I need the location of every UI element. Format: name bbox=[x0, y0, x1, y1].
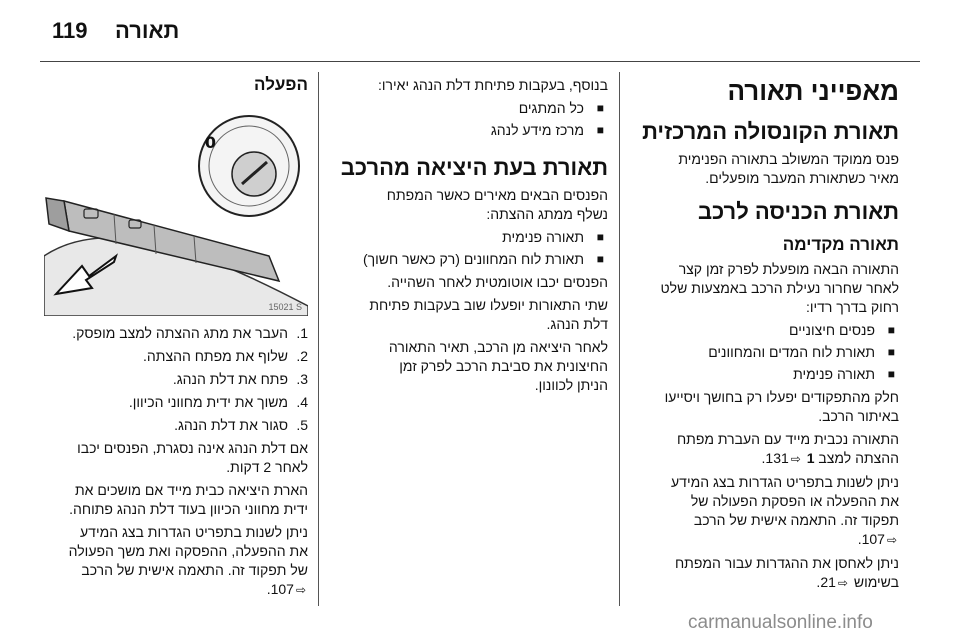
paragraph: ניתן לשנות בתפריט הגדרות בצג המידע את ההפעלה או הפסקת הפעולה של תפקוד זה. התאמה אישית של הרכב ⇨107. bbox=[671, 474, 899, 547]
list-item: 4. משוך את ידית מחווני הכיוון. bbox=[128, 394, 308, 410]
page-reference-icon: ⇨ bbox=[295, 583, 306, 597]
paragraph: ניתן לשנות בתפריט הגדרות בצג המידע את ההפעלה, ההפסקה ואת משך הפעולה של תפקוד זה. התאמה אישית של הרכב ⇨107. bbox=[68, 524, 308, 597]
bullet-icon: ■ bbox=[887, 323, 895, 337]
section-title-operation: הפעלה bbox=[254, 75, 308, 94]
figure-number: 15021 S bbox=[268, 302, 302, 312]
column-right bbox=[629, 72, 899, 593]
paragraph: חלק מהתפקודים יפעלו רק בחושך ויסייעו באיתור הרכב. bbox=[664, 389, 899, 424]
bullet-icon: ■ bbox=[596, 252, 604, 266]
stalk-switch-illustration bbox=[44, 106, 308, 316]
bullet-list bbox=[332, 228, 608, 269]
paragraph: ניתן לאחסן את ההגדרות עבור המפתח בשימוש ⇨21. bbox=[674, 555, 899, 590]
header-rule bbox=[40, 61, 920, 62]
bullet-icon: ■ bbox=[596, 123, 604, 137]
list-item: ■ פנסים חיצוניים bbox=[789, 322, 895, 338]
list-item: ■ תאורה פנימית bbox=[502, 229, 604, 245]
page-number: 119 bbox=[52, 18, 88, 43]
section-title-features: מאפייני תאורה bbox=[727, 76, 899, 106]
list-item: ■ מרכז מידע לנהג bbox=[490, 122, 604, 138]
section-title-exit-lighting: תאורת בעת היציאה מהרכב bbox=[340, 155, 608, 180]
steps-list bbox=[40, 324, 308, 435]
page-header bbox=[0, 0, 960, 62]
section-title-entry-lighting: תאורת הכניסה לרכב bbox=[697, 199, 899, 224]
list-item: ■ כל המתגים bbox=[518, 100, 604, 116]
page-reference-icon: ⇨ bbox=[790, 452, 801, 466]
page-reference[interactable]: 107 bbox=[861, 531, 885, 547]
paragraph: לאחר היציאה מן הרכב, תאיר התאורה החיצונית את סביבת הרכב לפרק זמן הניתן לכוונון. bbox=[388, 339, 608, 393]
list-item: 2. שלוף את מפתח ההצתה. bbox=[143, 348, 308, 364]
paragraph: בנוסף, בעקבות פתיחת דלת הנהג יאירו: bbox=[378, 77, 608, 93]
column-left bbox=[40, 72, 308, 600]
page-reference[interactable]: 107 bbox=[270, 581, 294, 597]
bullet-icon: ■ bbox=[596, 101, 604, 115]
bullet-icon: ■ bbox=[887, 345, 895, 359]
section-title-console-light: תאורת הקונסולה המרכזית bbox=[642, 119, 899, 144]
paragraph: פנס ממוקד המשולב בתאורה הפנימית מאיר כשתאורת המעבר מופעלים. bbox=[678, 151, 899, 186]
page-reference[interactable]: 131 bbox=[765, 450, 789, 466]
page-reference[interactable]: 21 bbox=[820, 574, 836, 590]
list-item: ■ תאורת לוח המדים והמחוונים bbox=[708, 344, 895, 360]
paragraph: שתי התאורות יופעלו שוב בעקבות פתיחת דלת הנהג. bbox=[369, 297, 608, 332]
list-item: 1. העבר את מתג ההצתה למצב מופסק. bbox=[72, 325, 308, 341]
paragraph: התאורה נכבית מייד עם העברת מפתח ההצתה למצב 1 ⇨131. bbox=[676, 431, 899, 466]
paragraph: הפנסים יכבו אוטומטית לאחר השהייה. bbox=[387, 274, 608, 290]
bullet-list bbox=[332, 99, 608, 140]
stalk-switch-drawing bbox=[44, 106, 308, 316]
column-divider-right bbox=[619, 72, 620, 606]
bullet-icon: ■ bbox=[887, 367, 895, 381]
bullet-list bbox=[629, 321, 899, 384]
section-title-welcome-lighting: תאורה מקדימה bbox=[782, 235, 899, 254]
list-item: 3. פתח את דלת הנהג. bbox=[172, 371, 308, 387]
list-item: 5. סגור את דלת הנהג. bbox=[174, 417, 308, 433]
column-divider-left bbox=[318, 72, 319, 606]
paragraph: הפנסים הבאים מאירים כאשר המפתח נשלף ממתג ההצתה: bbox=[386, 187, 608, 222]
watermark: carmanualsonline.info bbox=[688, 612, 873, 633]
page-reference-icon: ⇨ bbox=[886, 533, 897, 547]
page-reference-icon: ⇨ bbox=[837, 576, 848, 590]
header-title: תאורה bbox=[115, 18, 180, 43]
list-item: ■ תאורת לוח המחוונים (רק כאשר חשוך) bbox=[363, 251, 604, 267]
paragraph: התאורה הבאה מופעלת לפרק זמן קצר לאחר שחרור נעילת הרכב באמצעות שלט רחוק בדרך רדיו: bbox=[660, 261, 899, 315]
list-item: ■ תאורה פנימית bbox=[793, 366, 895, 382]
column-middle bbox=[332, 72, 608, 395]
paragraph: הארת היציאה כבית מייד אם מושכים את ידית מחווני הכיוון בעוד דלת הנהג פתוחה. bbox=[69, 482, 308, 517]
bullet-icon: ■ bbox=[596, 230, 604, 244]
paragraph: אם דלת הנהג אינה נסגרת, הפנסים יכבו לאחר 2 דקות. bbox=[77, 440, 308, 475]
svg-text:0: 0 bbox=[204, 133, 216, 152]
